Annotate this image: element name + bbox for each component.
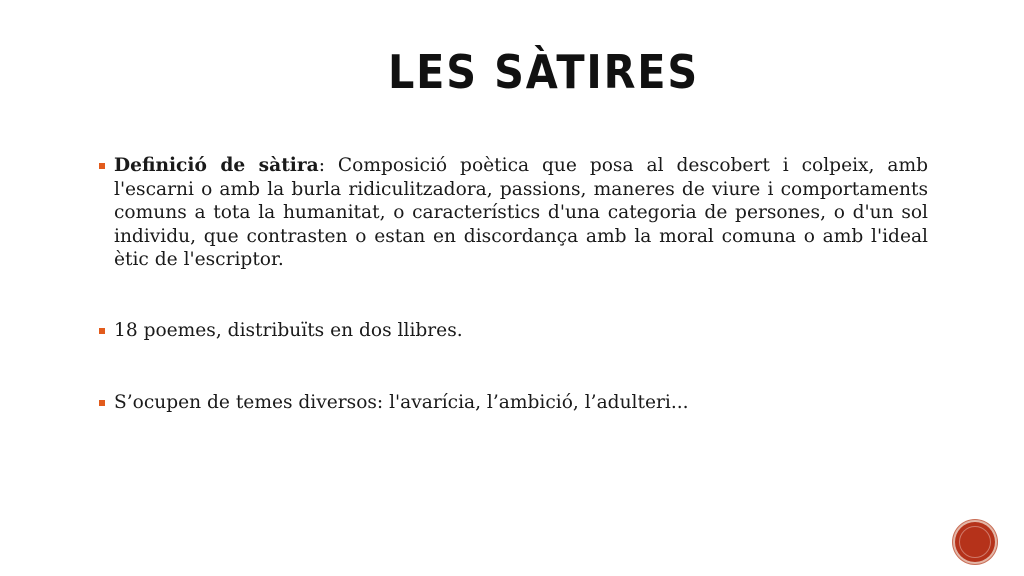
square-bullet-icon — [99, 400, 105, 406]
square-bullet-icon — [99, 163, 105, 169]
slide-content — [96, 154, 928, 413]
bullet-item-definition — [96, 154, 928, 272]
bullet-text: S’ocupen de temes diversos: l'avarícia, l’ambició, l’adulteri... — [114, 392, 689, 413]
square-bullet-icon — [99, 328, 105, 334]
definition-text: : Composició poètica que posa al descobert i colpeix, amb l'escarni o amb la burla ridiculitzadora, passions, maneres de viure i comportaments comuns a tota la humanitat, o característics d'una categoria de persones, o d'un sol individu, que contrasten o estan en discordança amb la moral comuna o amb l'ideal ètic de l'escriptor. — [114, 155, 928, 270]
definition-term: Definició de sàtira — [114, 155, 319, 176]
bullet-item-themes — [96, 391, 946, 415]
bullet-text: 18 poemes, distribuïts en dos llibres. — [114, 320, 463, 341]
slide-title: LES SÀTIRES — [388, 45, 699, 99]
slide-number-badge — [955, 522, 995, 562]
bullet-item-poems — [96, 319, 946, 343]
